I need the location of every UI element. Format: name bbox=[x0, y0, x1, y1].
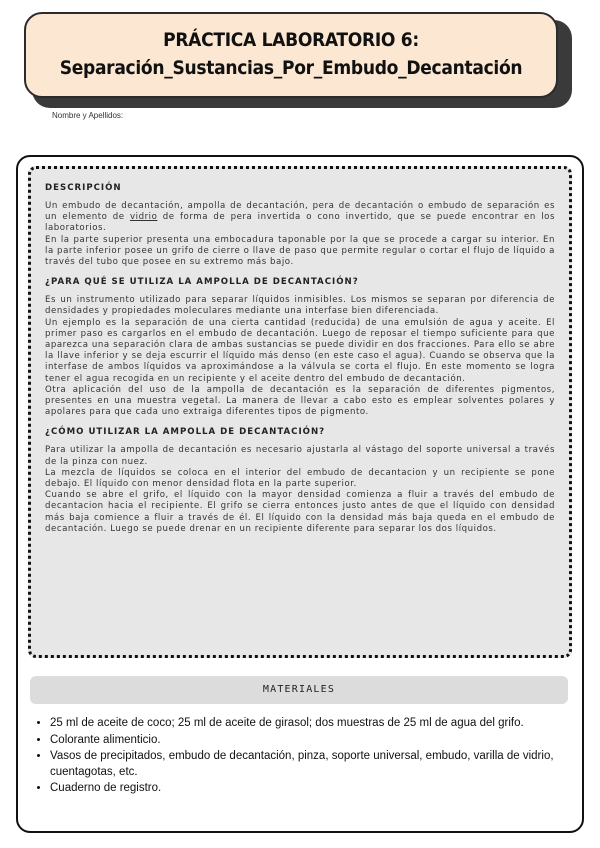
description-paragraph-2: En la parte superior presenta una embocadura taponable por la que se procede a cargar su interior. En la parte inferior posee un grifo de cierre o llave de paso que permite regular o cortar el flujo de líquido a través del tubo que posee en su extremo más bajo. bbox=[45, 234, 555, 268]
materials-item: • 25 ml de aceite de coco; 25 ml de aceite de girasol; dos muestras de 25 ml de agua del grifo. bbox=[50, 716, 570, 732]
title-line-1: PRÁCTICA LABORATORIO 6: bbox=[163, 29, 419, 51]
materials-heading: MATERIALES bbox=[30, 676, 568, 704]
usage-paragraph-2: La mezcla de líquidos se coloca en el interior del embudo de decantacion y un recipiente se pone debajo. El líquido con menor densidad flota en la parte superior. bbox=[45, 467, 555, 490]
purpose-paragraph-3: Otra aplicación del uso de la ampolla de decantación es la separación de diferentes pigmentos, presentes en una muestra vegetal. La manera de llevar a cabo esto es emplear solventes polares y apolares para que cada uno extraiga diferentes tipos de pigmento. bbox=[45, 384, 555, 418]
materials-list bbox=[34, 716, 570, 798]
description-paragraph-1 bbox=[45, 201, 555, 235]
usage-paragraph-1: Para utilizar la ampolla de decantación es necesario ajustarla al vástago del soporte universal a través de la pinza con nuez. bbox=[45, 445, 555, 467]
materials-item: • Cuaderno de registro. bbox=[50, 781, 570, 797]
description-text-start: Un embudo de decantación, ampolla de decantación, pera de decantación o embudo de separación es un elemento de bbox=[45, 201, 555, 223]
vidrio-link[interactable]: vidrio bbox=[130, 212, 158, 223]
usage-paragraph-3: Cuando se abre el grifo, el líquido con la mayor densidad comienza a fluir a través del embudo de decantacion hacia el recipiente. El grifo se cierra entonces justo antes de que el líquido con densidad más baja comience a fluir a través de él. El líquido con la densidad más baja queda en el embudo de decantación. Luego se puede drenar en un recipiente diferente para separar los dos líquidos. bbox=[45, 490, 555, 534]
materials-item: • Vasos de precipitados, embudo de decantación, pinza, soporte universal, embudo, varilla de vidrio, cuentagotas, etc. bbox=[50, 749, 570, 780]
name-field-label: Nombre y Apellidos: bbox=[52, 111, 124, 120]
title-line-2: Separación_Sustancias_Por_Embudo_Decantación bbox=[59, 57, 523, 79]
purpose-paragraph-1: Es un instrumento utilizado para separar líquidos inmisibles. Los mismos se separan por diferencia de densidades y propiedades moleculares mediante una interfase bien diferenciada. bbox=[45, 295, 555, 317]
theory-panel bbox=[28, 166, 572, 658]
description-text-end: de forma de pera invertida o cono invertido, que se puede encontrar en los laboratorios. bbox=[45, 212, 555, 234]
section-heading-usage: ¿CÓMO UTILIZAR LA AMPOLLA DE DECANTACIÓN? bbox=[45, 427, 326, 438]
title-banner bbox=[24, 12, 558, 98]
purpose-paragraph-2: Un ejemplo es la separación de una cierta cantidad (reducida) de una emulsión de agua y aceite. El primer paso es cargarlos en el embudo de decantación. Luego de reposar el tiempo suficiente para que aparezca una separación clara de ambas sustancias se puede dividir en dos fracciones. Para ello se abre la llave inferior y se deja escurrir el líquido más denso (en este caso el agua). Cuando se observa que la interfase de ambos líquidos va aproximándose a la válvula se corta el flujo. En este momento se logra tener el agua recogida en un recipiente y el aceite dentro del embudo de decantación. bbox=[45, 317, 555, 384]
section-heading-description: DESCRIPCIÓN bbox=[45, 183, 122, 193]
section-heading-purpose: ¿PARA QUÉ SE UTILIZA LA AMPOLLA DE DECANTACIÓN? bbox=[45, 277, 359, 288]
materials-item: • Colorante alimenticio. bbox=[50, 733, 570, 749]
